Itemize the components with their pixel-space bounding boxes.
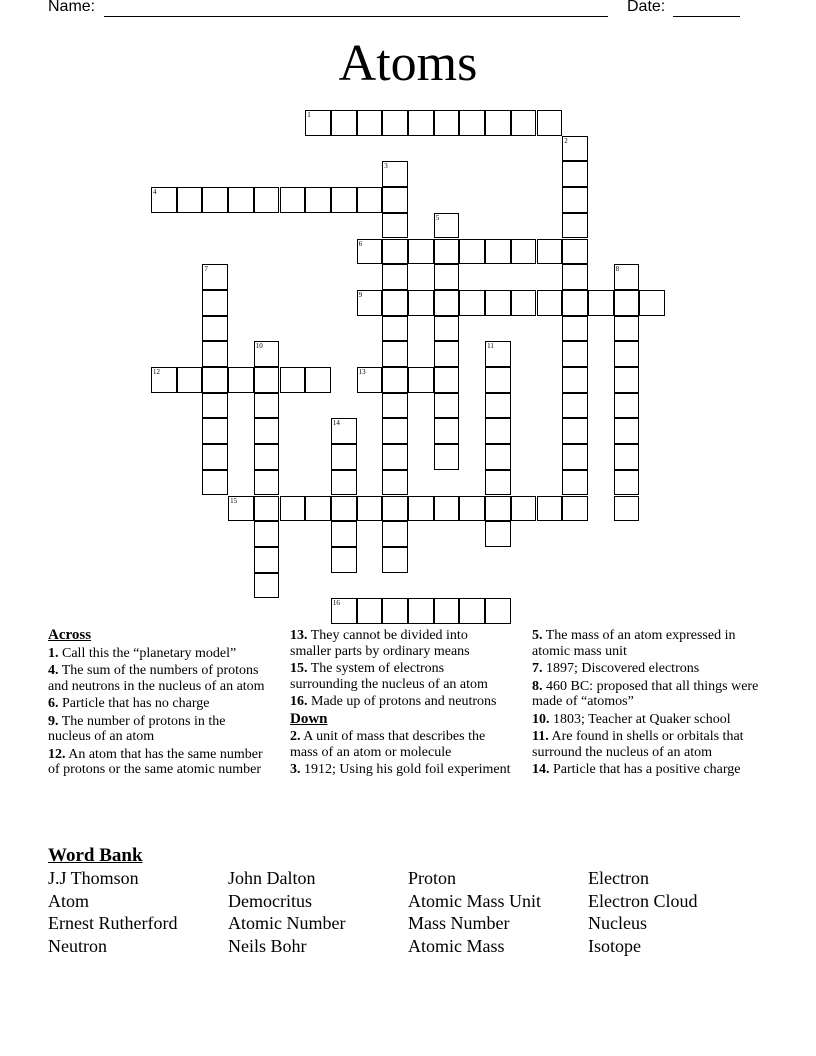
clue-down-11: 11. Are found in shells or orbitals that surround the nucleus of an atom — [532, 729, 744, 760]
clue-down-7: 7. 1897; Discovered electrons — [532, 661, 700, 676]
crossword-cell[interactable] — [485, 418, 511, 444]
crossword-cell[interactable] — [177, 367, 203, 393]
clue-across-9: 9. The number of protons in the nucleus of an atom — [48, 713, 226, 744]
crossword-cell[interactable] — [254, 521, 280, 547]
crossword-cell[interactable] — [382, 598, 408, 624]
name-label: Name: — [48, 0, 96, 15]
crossword-cell[interactable] — [459, 239, 485, 265]
clue-number: 1 — [307, 111, 311, 119]
clue-number: 15 — [230, 496, 238, 505]
crossword-cell[interactable] — [485, 110, 511, 136]
crossword-cell[interactable] — [537, 290, 563, 316]
crossword-cell[interactable] — [434, 110, 460, 136]
crossword-cell[interactable] — [485, 470, 511, 496]
crossword-cell[interactable] — [511, 290, 537, 316]
crossword-cell[interactable] — [562, 213, 588, 239]
crossword-cell[interactable] — [202, 187, 228, 213]
crossword-cell[interactable] — [562, 187, 588, 213]
crossword-cell[interactable] — [639, 290, 665, 316]
crossword-cell[interactable] — [202, 444, 228, 470]
crossword-cell[interactable] — [331, 547, 357, 573]
crossword-cell[interactable] — [280, 187, 306, 213]
crossword-cell[interactable] — [434, 444, 460, 470]
crossword-cell[interactable] — [357, 598, 383, 624]
crossword-cell[interactable] — [485, 239, 511, 265]
word-bank-item: Electron Cloud — [588, 891, 698, 911]
crossword-cell[interactable] — [382, 547, 408, 573]
crossword-cell[interactable] — [408, 598, 434, 624]
clue-down-8: 8. 460 BC: proposed that all things were made of “atomos” — [532, 678, 759, 709]
crossword-cell[interactable] — [614, 393, 640, 419]
crossword-cell[interactable] — [357, 496, 383, 522]
crossword-cell[interactable] — [331, 496, 357, 522]
clue-number: 9 — [358, 290, 363, 299]
clue-number: 10 — [255, 342, 263, 351]
word-bank-item: Atomic Number — [228, 913, 346, 933]
crossword-cell[interactable] — [434, 264, 460, 290]
word-bank-item: Neutron — [48, 936, 107, 956]
crossword-cell[interactable] — [228, 367, 254, 393]
crossword-cell[interactable] — [614, 496, 640, 522]
crossword-cell[interactable] — [562, 418, 588, 444]
crossword-cell[interactable] — [511, 110, 537, 136]
crossword-cell[interactable] — [485, 290, 511, 316]
crossword-cell[interactable] — [382, 213, 408, 239]
crossword-cell[interactable] — [228, 187, 254, 213]
crossword-cell[interactable] — [614, 444, 640, 470]
clue-number: 4 — [153, 188, 157, 197]
crossword-cell[interactable] — [614, 316, 640, 342]
crossword-cell[interactable] — [562, 444, 588, 470]
word-bank-item: Electron — [588, 868, 649, 888]
word-bank-item: Nucleus — [588, 913, 647, 933]
crossword-cell[interactable] — [202, 341, 228, 367]
crossword-cell[interactable] — [254, 470, 280, 496]
word-bank-item: Mass Number — [408, 913, 510, 933]
crossword-cell[interactable] — [382, 418, 408, 444]
crossword-cell[interactable] — [434, 496, 460, 522]
crossword-cell[interactable] — [254, 393, 280, 419]
crossword-cell[interactable] — [434, 393, 460, 419]
word-bank-item: Atomic Mass — [408, 936, 505, 956]
clue-number: 6 — [358, 239, 363, 248]
crossword-cell[interactable] — [357, 187, 383, 213]
crossword-cell[interactable] — [434, 598, 460, 624]
crossword-cell[interactable] — [614, 290, 640, 316]
crossword-cell[interactable] — [202, 470, 228, 496]
crossword-cell[interactable] — [511, 239, 537, 265]
crossword-cell[interactable] — [562, 367, 588, 393]
crossword-cell[interactable] — [202, 290, 228, 316]
crossword-cell[interactable] — [562, 290, 588, 316]
crossword-cell[interactable] — [408, 110, 434, 136]
crossword-cell[interactable] — [382, 444, 408, 470]
crossword-cell[interactable] — [614, 367, 640, 393]
clue-across-13: 13. They cannot be divided into smaller parts by ordinary means — [290, 628, 470, 659]
crossword-cell[interactable] — [305, 496, 331, 522]
crossword-cell[interactable] — [254, 444, 280, 470]
crossword-cell[interactable] — [382, 341, 408, 367]
crossword-cell[interactable] — [254, 367, 280, 393]
crossword-cell[interactable] — [202, 393, 228, 419]
clue-number: 11 — [487, 342, 494, 351]
crossword-cell[interactable] — [280, 496, 306, 522]
crossword-cell[interactable] — [305, 367, 331, 393]
crossword-cell[interactable] — [254, 547, 280, 573]
clue-down-3: 3. 1912; Using his gold foil experiment — [290, 762, 511, 777]
crossword-cell[interactable] — [408, 367, 434, 393]
crossword-cell[interactable] — [537, 110, 563, 136]
date-label: Date: — [627, 0, 666, 15]
clue-down-5: 5. The mass of an atom expressed in atomic mass unit — [532, 628, 736, 659]
clue-across-6: 6. Particle that has no charge — [48, 696, 210, 711]
clue-across-16: 16. Made up of protons and neutrons — [290, 694, 497, 709]
word-bank-item: Ernest Rutherford — [48, 913, 178, 933]
crossword-cell[interactable] — [202, 367, 228, 393]
clue-down-10: 10. 1803; Teacher at Quaker school — [532, 711, 731, 727]
crossword-cell[interactable] — [382, 187, 408, 213]
crossword-cell[interactable] — [382, 264, 408, 290]
page-title: Atoms — [338, 35, 478, 92]
clue-number: 3 — [384, 162, 388, 171]
crossword-cell[interactable] — [459, 496, 485, 522]
crossword-cell[interactable] — [382, 496, 408, 522]
crossword-cell[interactable] — [305, 187, 331, 213]
crossword-cell[interactable] — [459, 290, 485, 316]
word-bank-item: Neils Bohr — [228, 936, 307, 956]
word-bank-item: Atomic Mass Unit — [408, 891, 541, 911]
crossword-cell[interactable] — [382, 393, 408, 419]
clue-across-15: 15. The system of electrons surrounding the nucleus of an atom — [290, 661, 488, 692]
crossword-cell[interactable] — [408, 239, 434, 265]
across-heading: Across — [48, 627, 92, 643]
crossword-cell[interactable] — [382, 239, 408, 265]
word-bank-item: Isotope — [588, 936, 641, 956]
crossword-cell[interactable] — [408, 496, 434, 522]
crossword-cell[interactable] — [511, 496, 537, 522]
crossword-cell[interactable] — [331, 444, 357, 470]
clue-number: 16 — [332, 599, 340, 608]
crossword-cell[interactable] — [562, 161, 588, 187]
crossword-cell[interactable] — [562, 264, 588, 290]
crossword-cell[interactable] — [202, 418, 228, 444]
crossword-cell[interactable] — [562, 239, 588, 265]
word-bank-item: Democritus — [228, 891, 312, 911]
crossword-cell[interactable] — [485, 521, 511, 547]
crossword-cell[interactable] — [434, 341, 460, 367]
crossword-cell[interactable] — [382, 110, 408, 136]
down-heading: Down — [290, 710, 328, 727]
crossword-cell[interactable] — [408, 290, 434, 316]
crossword-cell[interactable] — [562, 393, 588, 419]
clue-down-2: 2. A unit of mass that describes the mass of an atom or molecule — [290, 729, 486, 760]
clue-number: 7 — [204, 265, 208, 274]
crossword-cell[interactable] — [382, 470, 408, 496]
crossword-cell[interactable] — [202, 316, 228, 342]
crossword-cell[interactable] — [614, 418, 640, 444]
crossword-cell[interactable] — [614, 470, 640, 496]
crossword-cell[interactable] — [562, 316, 588, 342]
clue-number: 8 — [615, 265, 620, 274]
clues-column-1 — [48, 628, 270, 780]
crossword-cell[interactable] — [382, 521, 408, 547]
crossword-cell[interactable] — [562, 341, 588, 367]
crossword-cell[interactable] — [485, 598, 511, 624]
crossword-cell[interactable] — [357, 110, 383, 136]
crossword-cell[interactable] — [434, 239, 460, 265]
crossword-cell[interactable] — [562, 496, 588, 522]
crossword-cell[interactable] — [459, 598, 485, 624]
word-bank-title: Word Bank — [48, 845, 143, 866]
crossword-cell[interactable] — [562, 470, 588, 496]
crossword-cell[interactable] — [614, 341, 640, 367]
crossword-cell[interactable] — [331, 521, 357, 547]
crossword-cell[interactable] — [177, 187, 203, 213]
crossword-cell[interactable] — [254, 418, 280, 444]
word-bank-item: Proton — [408, 868, 457, 888]
crossword-cell[interactable] — [434, 316, 460, 342]
crossword-cell[interactable] — [459, 110, 485, 136]
word-bank-item: Atom — [48, 891, 90, 911]
clue-across-4: 4. The sum of the numbers of protons and neutrons in the nucleus of an atom — [48, 663, 265, 694]
crossword-cell[interactable] — [254, 573, 280, 599]
crossword-cell[interactable] — [382, 290, 408, 316]
crossword-cell[interactable] — [254, 187, 280, 213]
crossword-cell[interactable] — [434, 418, 460, 444]
crossword-cell[interactable] — [382, 316, 408, 342]
crossword-cell[interactable] — [588, 290, 614, 316]
clue-across-12: 12. An atom that has the same number of protons or the same atomic number — [48, 746, 263, 777]
crossword-cell[interactable] — [331, 187, 357, 213]
clue-number: 2 — [564, 136, 568, 145]
crossword-cell[interactable] — [485, 496, 511, 522]
word-bank-item: John Dalton — [228, 868, 316, 888]
clue-number: 13 — [358, 368, 366, 376]
crossword-cell[interactable] — [382, 367, 408, 393]
word-bank-item: J.J Thomson — [48, 868, 139, 888]
crossword-cell[interactable] — [537, 239, 563, 265]
crossword-cell[interactable] — [254, 496, 280, 522]
clue-number: 5 — [435, 213, 440, 222]
clues-column-3 — [532, 628, 768, 780]
clue-number: 14 — [332, 419, 340, 428]
clue-number: 12 — [153, 368, 160, 376]
crossword-cell[interactable] — [331, 470, 357, 496]
crossword-cell[interactable] — [434, 290, 460, 316]
crossword-cell[interactable] — [434, 367, 460, 393]
crossword-cell[interactable] — [537, 496, 563, 522]
clue-down-14: 14. Particle that has a positive charge — [532, 762, 741, 777]
crossword-cell[interactable] — [331, 110, 357, 136]
clue-across-1: 1. Call this the “planetary model” — [48, 645, 237, 661]
crossword-cell[interactable] — [485, 393, 511, 419]
clues-column-2 — [290, 628, 512, 780]
crossword-cell[interactable] — [485, 367, 511, 393]
crossword-cell[interactable] — [280, 367, 306, 393]
crossword-cell[interactable] — [485, 444, 511, 470]
